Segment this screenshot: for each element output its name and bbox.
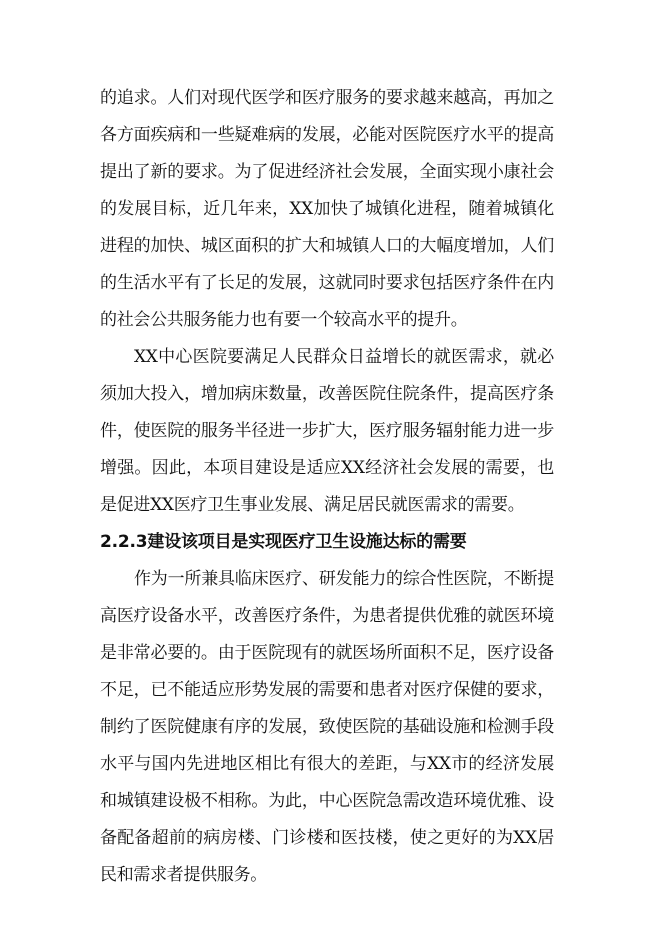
document-page xyxy=(100,80,554,894)
body-paragraph-continued: 的追求。人们对现代医学和医疗服务的要求越来越高，再加之各方面疾病和一些疑难病的发展，必能对医院医疗水平的提高提出了新的要求。为了促进经济社会发展，全面实现小康社会的发展目标，近几年来，XX加快了城镇化进程，随着城镇化进程的加快、城区面积的扩大和城镇人口的大幅度增加，人们的生活水平有了长足的发展，这就同时要求包括医疗条件在内的社会公共服务能力也有要一个较高水平的提升。 xyxy=(100,88,554,330)
section-heading: 2.2.3建设该项目是实现医疗卫生设施达标的需要 xyxy=(100,532,467,552)
body-paragraph-facility-standards: 作为一所兼具临床医疗、研发能力的综合性医院，不断提高医疗设备水平，改善医疗条件，为患者提供优雅的就医环境是非常必要的。由于医院现有的就医场所面积不足，医疗设备不足，已不能适应形势发展的需要和患者对医疗保健的要求，制约了医院健康有序的发展，致使医院的基础设施和检测手段水平与国内先进地区相比有很大的差距，与XX市的经济发展和城镇建设极不相称。为此，中心医院急需改造环境优雅、设备配备超前的病房楼、门诊楼和医技楼，使之更好的为XX居民和需求者提供服务。 xyxy=(100,569,554,885)
body-paragraph-hospital-needs: XX中心医院要满足人民群众日益增长的就医需求，就必须加大投入，增加病床数量，改善医院住院条件，提高医疗条件，使医院的服务半径进一步扩大，医疗服务辐射能力进一步增强。因此，本项目建设是适应XX经济社会发展的需要，也是促进XX医疗卫生事业发展、满足居民就医需求的需要。 xyxy=(100,347,554,515)
